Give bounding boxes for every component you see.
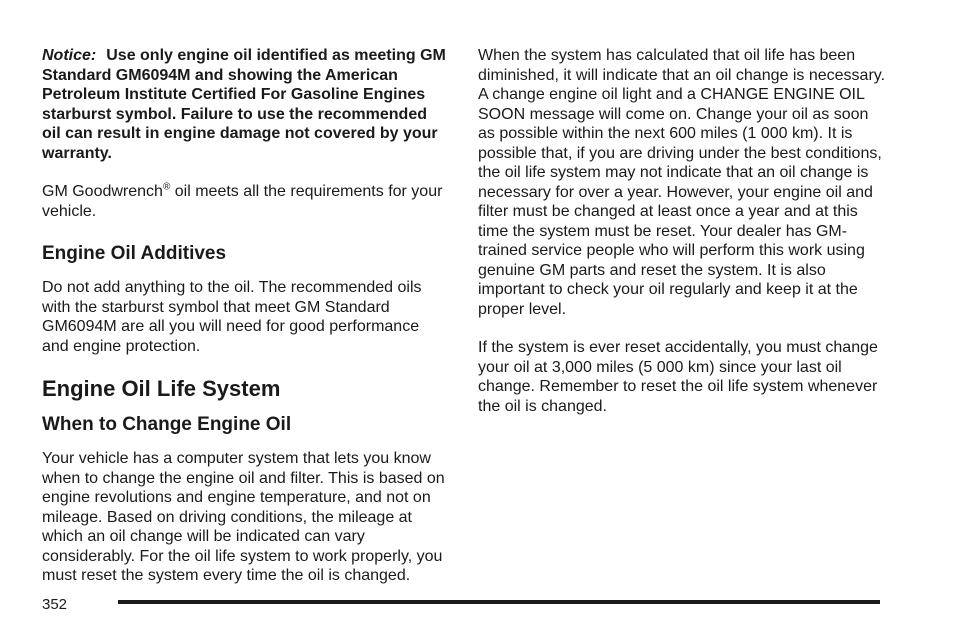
oil-life-paragraph-2: If the system is ever reset accidentally, you must change your oil at 3,000 miles (5 000 km) since your last oil change. Remember to reset the oil life system whenever the oil is changed. xyxy=(478,339,878,415)
footer-rule xyxy=(118,600,880,604)
oil-life-system-heading: Engine Oil Life System xyxy=(42,376,281,401)
registered-mark: ® xyxy=(162,181,171,193)
left-column xyxy=(42,46,450,586)
page-number: 352 xyxy=(42,596,68,613)
when-to-change-heading: When to Change Engine Oil xyxy=(42,414,292,435)
goodwrench-rest: oil meets all the requirements for your vehicle. xyxy=(42,183,443,220)
notice-body: Use only engine oil identified as meeting GM Standard GM6094M and showing the American Petroleum Institute Certified For Gasoline Engines starburst symbol. Failure to use the recommended oil can result in engine damage not covered by your warranty. xyxy=(42,47,446,162)
additives-heading: Engine Oil Additives xyxy=(42,243,227,264)
additives-paragraph: Do not add anything to the oil. The recommended oils with the starburst symbol that meet GM Standard GM6094M are all you will need for good performance and engine protection. xyxy=(42,279,422,355)
notice-label: Notice: xyxy=(42,47,97,64)
goodwrench-prefix: GM Goodwrench xyxy=(42,183,163,200)
right-column xyxy=(478,46,888,416)
oil-life-paragraph-1: When the system has calculated that oil life has been diminished, it will indicate that an oil change is necessary. A change engine oil light and a CHANGE ENGINE OIL SOON message will come on. Change your oil as soon as possible within the next 600 miles (1 000 km). It is possible that, if you are driving under the best conditions, the oil life system may not indicate that an oil change is necessary for over a year. However, your engine oil and filter must be changed at least once a year and at this time the system must be reset. Your dealer has GM-trained service people who will perform this work using genuine GM parts and reset the system. It is also important to check your oil regularly and keep it at the proper level. xyxy=(478,47,886,318)
when-to-change-paragraph: Your vehicle has a computer system that lets you know when to change the engine oil and filter. This is based on engine revolutions and engine temperature, and not on mileage. Based on driving conditions, the mileage at which an oil change will be indicated can vary considerably. For the oil life system to work properly, you must reset the system every time the oil is changed. xyxy=(42,450,445,584)
goodwrench-paragraph xyxy=(42,182,450,221)
notice-paragraph xyxy=(42,46,450,163)
